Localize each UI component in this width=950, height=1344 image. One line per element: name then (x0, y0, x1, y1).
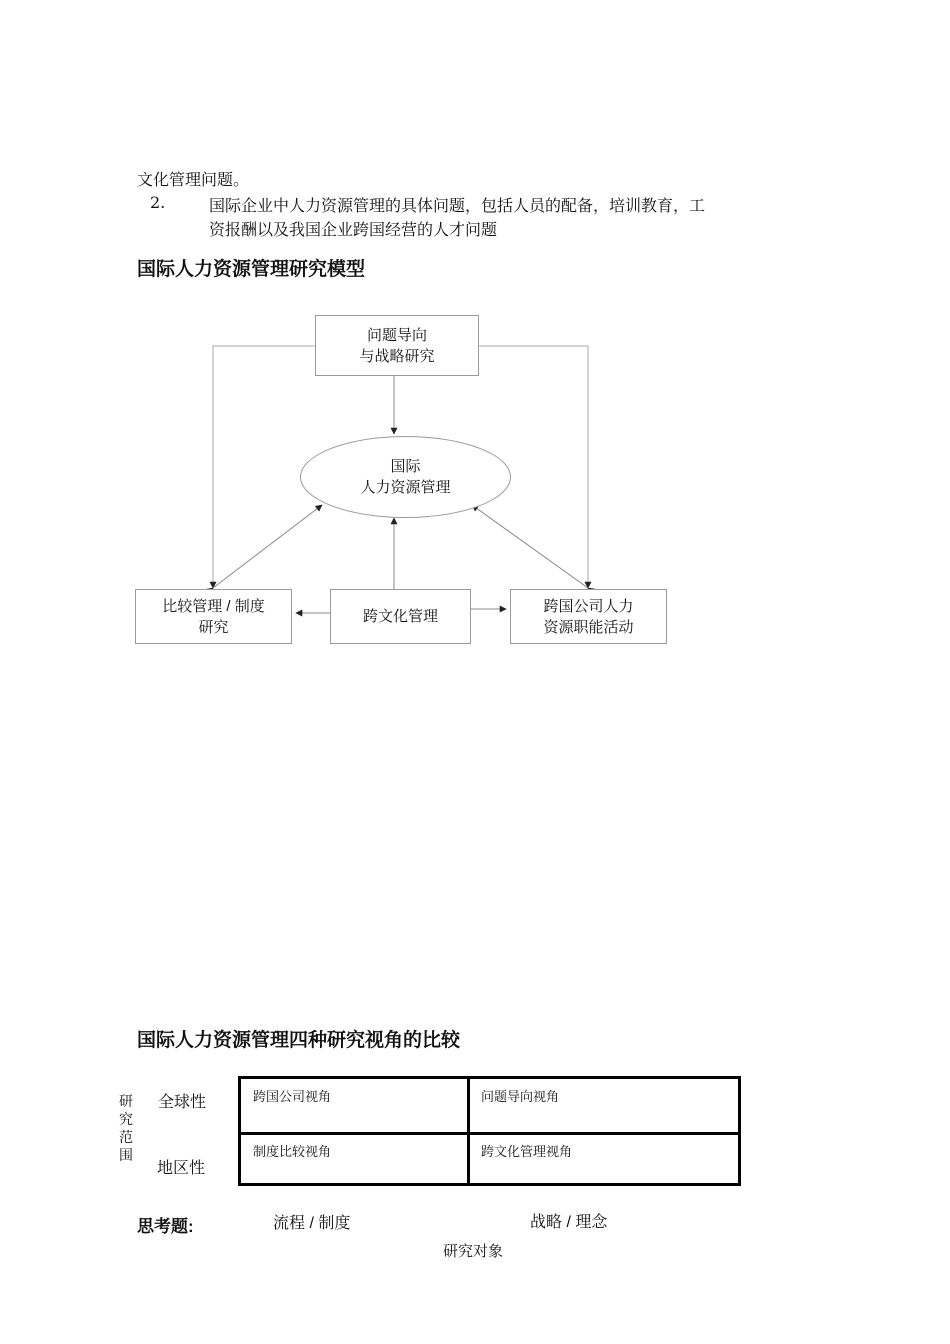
box-problem-strategy-line-2: 与战略研究 (359, 347, 435, 365)
cell-cross-cultural-perspective: 跨文化管理视角 (481, 1145, 573, 1160)
box-mnc-hr-line-1: 跨国公司人力 (543, 597, 634, 615)
box-problem-strategy-line-1: 问题导向 (366, 326, 427, 344)
box-mnc-hr-line-2: 资源职能活动 (543, 618, 634, 636)
arrow-right-to-center (472, 505, 588, 588)
box-comparative (135, 589, 292, 644)
box-comparative-line-1: 比较管理 / 制度 (162, 597, 265, 615)
y-axis-char-2: 究 (119, 1112, 133, 1128)
col-label-process: 流程 / 制度 (273, 1215, 351, 1232)
row-label-global: 全球性 (158, 1094, 207, 1111)
ellipse-ihrm-line-2: 人力资源管理 (360, 479, 451, 496)
y-axis-title (118, 1093, 134, 1165)
x-axis-title: 研究对象 (443, 1242, 504, 1260)
cell-problem-perspective: 问题导向视角 (481, 1090, 560, 1105)
arrow-top-to-left (213, 346, 315, 588)
ellipse-ihrm-line-1: 国际 (390, 458, 421, 475)
box-comparative-line-2: 研究 (198, 618, 229, 636)
matrix-vertical-divider (467, 1079, 470, 1183)
cell-mnc-perspective: 跨国公司视角 (253, 1090, 332, 1105)
cell-institution-perspective: 制度比较视角 (253, 1145, 332, 1160)
text-line-continuation: 文化管理问题。 (137, 170, 250, 189)
arrow-left-to-center (213, 505, 322, 588)
section-heading-comparison: 国际人力资源管理四种研究视角的比较 (137, 1029, 461, 1051)
y-axis-char-1: 研 (119, 1094, 133, 1110)
think-question-label: 思考题: (137, 1217, 194, 1236)
col-label-strategy: 战略 / 理念 (530, 1214, 608, 1231)
y-axis-char-3: 范 (119, 1130, 133, 1146)
list-number: 2. (150, 193, 166, 212)
perspective-matrix (238, 1076, 741, 1186)
ellipse-ihrm (300, 436, 511, 518)
box-cross-cultural (330, 589, 471, 644)
box-mnc-hr (510, 589, 667, 644)
box-cross-cultural-label: 跨文化管理 (362, 608, 438, 625)
y-axis-char-4: 围 (119, 1148, 133, 1164)
row-label-regional: 地区性 (157, 1160, 206, 1177)
box-problem-strategy (315, 315, 479, 376)
matrix-horizontal-divider (241, 1132, 738, 1135)
list-item-line-2: 资报酬以及我国企业跨国经营的人才问题 (209, 220, 498, 239)
list-item-line-1: 国际企业中人力资源管理的具体问题，包括人员的配备，培训教育，工 (209, 196, 706, 215)
section-heading-model: 国际人力资源管理研究模型 (137, 258, 366, 280)
